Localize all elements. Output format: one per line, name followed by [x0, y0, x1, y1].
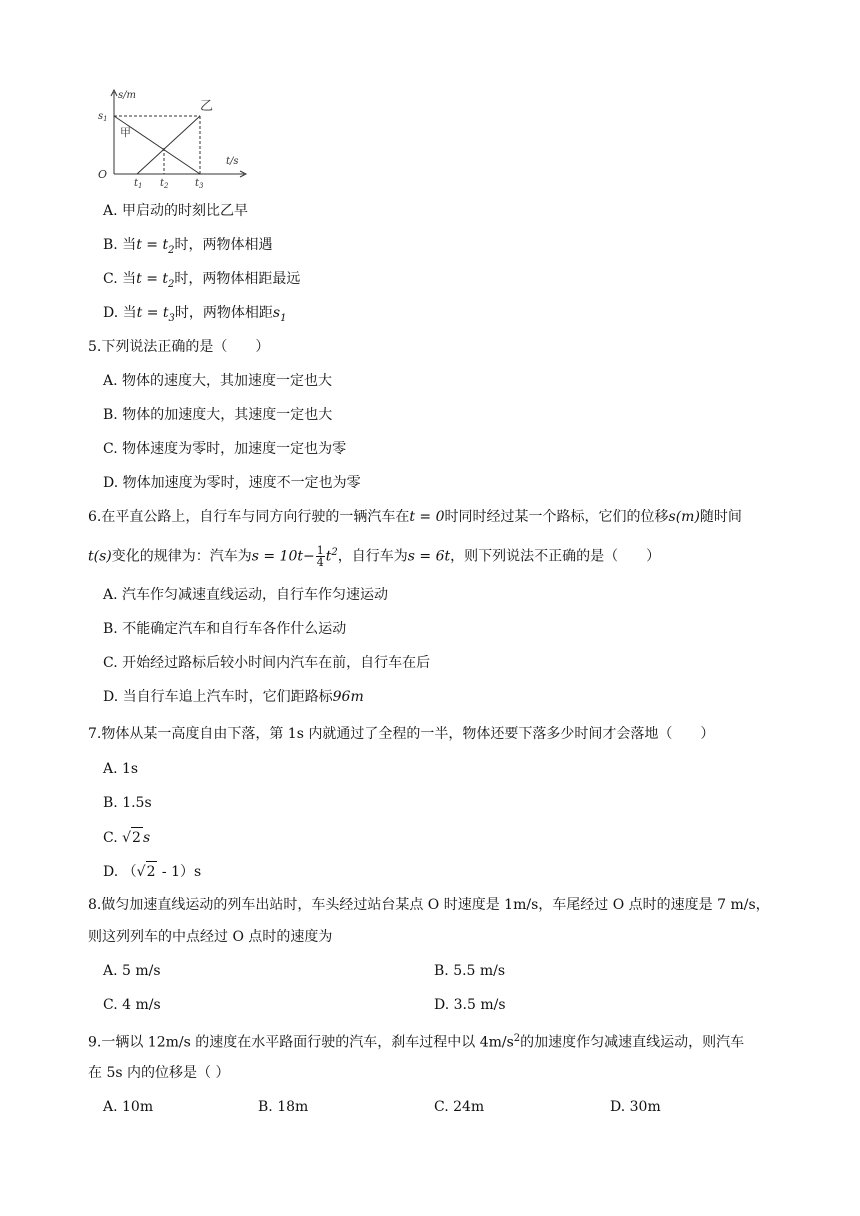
q6-stem-line2: t(s)变化的规律为：汽车为s = 10t− $\frac{1}{4}$ $t^2$，自行车为s = 6t，则下列说法不正确的是（ ）: [88, 544, 661, 570]
q4-option-b: B. 当$t = t_2$时，两物体相遇: [103, 237, 273, 256]
t2-label: $t_2$: [160, 178, 169, 190]
q6-option-a: A. 汽车作匀减速直线运动，自行车作匀速运动: [103, 587, 389, 603]
q8-option-d: D. 3.5 m/s: [434, 997, 506, 1013]
yi-line: [137, 116, 200, 174]
q5-option-c: C. 物体速度为零时，加速度一定也为零: [103, 441, 347, 457]
fraction: $\frac{1}{4}$: [316, 544, 324, 570]
q4-option-a: A. 甲启动的时刻比乙早: [103, 203, 249, 219]
q5-option-d: D. 物体加速度为零时，速度不一定也为零: [103, 475, 361, 491]
q5-option-b: B. 物体的加速度大，其速度一定也大: [103, 407, 333, 423]
q5-stem: 5.下列说法正确的是（ ）: [88, 339, 270, 355]
q9-option-d: D. 30m: [610, 1099, 661, 1115]
sqrt-sign: √: [136, 864, 146, 880]
q9-option-b: B. 18m: [258, 1099, 309, 1115]
q6-option-b: B. 不能确定汽车和自行车各作什么运动: [103, 621, 347, 637]
q9-option-a: A. 10m: [103, 1099, 154, 1115]
q4-option-d: D. 当$t = t_3$时，两物体相距$s_1$: [103, 305, 287, 324]
jia-line: [114, 116, 200, 174]
q8-stem-line2: 则这列列车的中点经过 O 点时的速度为: [88, 929, 333, 945]
y-axis-label: s/m: [118, 90, 136, 101]
q6-stem-line1: 6.在平直公路上，自行车与同方向行驶的一辆汽车在t = 0时同时经过某一个路标，它们的位移s(m)随时间: [88, 509, 742, 525]
st-graph: [92, 86, 252, 190]
q8-option-b: B. 5.5 m/s: [434, 963, 506, 979]
t3-label: $t_3$: [195, 178, 204, 190]
q8-option-a: A. 5 m/s: [103, 963, 161, 979]
yi-label: 乙: [200, 99, 214, 114]
q6-option-c: C. 开始经过路标后较小时间内汽车在前，自行车在后: [103, 655, 431, 671]
q7-option-d: D. （√2 - 1）s: [103, 861, 201, 882]
q9-stem-line1: 9.一辆以 12m/s 的速度在水平路面行驶的汽车，刹车过程中以 $4m/s^2$的加速度作匀减速直线运动，则汽车: [88, 1033, 745, 1051]
q7-option-b: B. 1.5s: [103, 795, 152, 811]
q9-option-c: C. 24m: [434, 1099, 485, 1115]
jia-label: 甲: [120, 126, 131, 139]
q7-stem: 7.物体从某一高度自由下落，第 1s 内就通过了全程的一半，物体还要下落多少时间才会落地（ ）: [88, 726, 715, 742]
origin-label: O: [98, 168, 108, 181]
sqrt-sign: √: [122, 830, 132, 846]
q8-option-c: C. 4 m/s: [103, 997, 161, 1013]
q7-option-c: C. √2 s: [103, 827, 150, 848]
q5-option-a: A. 物体的速度大，其加速度一定也大: [103, 373, 333, 389]
q9-stem-line2: 在 5s 内的位移是（ ）: [88, 1065, 230, 1081]
x-axis-label: t/s: [226, 156, 239, 167]
q7-option-a: A. 1s: [103, 761, 139, 777]
q4-option-c: C. 当$t = t_2$时，两物体相距最远: [103, 271, 301, 290]
q6-option-d: D. 当自行车追上汽车时，它们距路标96m: [103, 689, 364, 705]
t1-label: $t_1$: [134, 178, 143, 190]
s1-label: $s_1$: [98, 111, 108, 123]
q8-stem-line1: 8.做匀加速直线运动的列车出站时，车头经过站台某点 O 时速度是 1m/s，车尾经过 O 点时的速度是 7 m/s，: [88, 897, 770, 913]
